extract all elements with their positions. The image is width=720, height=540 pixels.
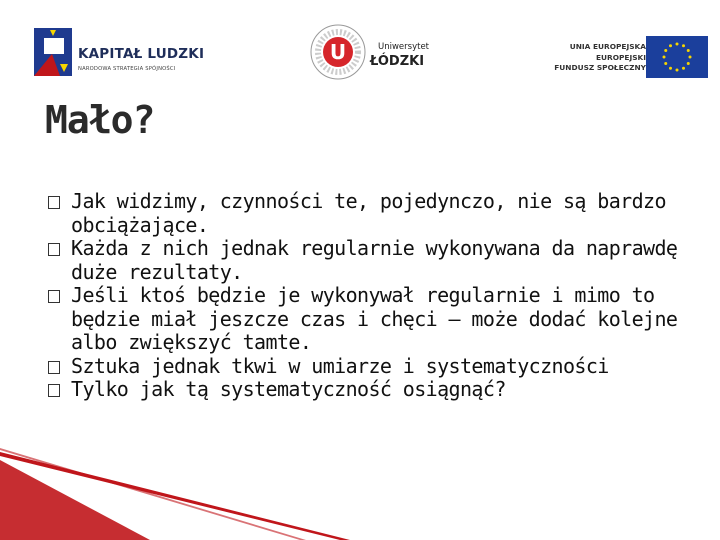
university-seal-icon	[308, 22, 368, 82]
eu-star-icon	[676, 69, 679, 72]
checkbox-bullet-icon	[48, 196, 60, 209]
checkbox-bullet-icon	[48, 290, 60, 303]
unia-europejska-logo	[550, 34, 710, 78]
checkbox-bullet-icon	[48, 243, 60, 256]
eu-star-icon	[664, 49, 667, 52]
kapital-ludzki-emblem-icon	[30, 24, 76, 80]
kapital-ludzki-title: KAPITAŁ LUDZKI	[78, 46, 205, 62]
eu-line-2: EUROPEJSKI	[595, 53, 646, 62]
bullet-text: Każda z nich jednak regularnie wykonywana da naprawdę duże rezultaty.	[71, 236, 678, 284]
university-name: ŁÓDZKI	[370, 54, 425, 69]
bullet-item	[48, 237, 708, 284]
checkbox-bullet-icon	[48, 384, 60, 397]
bullet-item	[48, 190, 708, 237]
bullet-text: Tylko jak tą systematyczność osiągnąć?	[71, 377, 506, 401]
eu-star-icon	[682, 44, 685, 47]
checkbox-bullet-icon	[48, 361, 60, 374]
bullet-item	[48, 355, 708, 379]
bullet-text: Jeśli ktoś będzie je wykonywał regularnie i mimo to będzie miał jeszcze czas i chęci – może dodać kolejne albo zwiększyć tamte.	[71, 283, 678, 354]
eu-star-icon	[687, 49, 690, 52]
eu-line-3: FUNDUSZ SPOŁECZNY	[554, 63, 646, 72]
eu-star-icon	[676, 43, 679, 46]
eu-line-1: UNIA EUROPEJSKA	[569, 42, 646, 51]
uniwersytet-lodzki-logo	[306, 24, 436, 80]
kapital-ludzki-logo	[30, 24, 210, 80]
bullet-item	[48, 284, 708, 355]
university-label: Uniwersytet	[378, 42, 429, 52]
eu-star-icon	[669, 67, 672, 70]
eu-star-icon	[663, 56, 666, 59]
eu-star-icon	[682, 67, 685, 70]
decorative-red-streaks	[0, 440, 360, 540]
eu-star-icon	[689, 56, 692, 59]
eu-star-icon	[664, 62, 667, 65]
eu-star-icon	[669, 44, 672, 47]
eu-star-icon	[687, 62, 690, 65]
bullet-text: Sztuka jednak tkwi w umiarze i systematyczności	[71, 353, 609, 378]
slide-title: Mało?	[45, 98, 155, 142]
seal-letter: U	[329, 40, 347, 64]
bullet-item	[48, 378, 708, 402]
eu-flag-icon	[646, 36, 708, 78]
bullet-list	[48, 190, 708, 402]
kapital-ludzki-subtitle: NARODOWA STRATEGIA SPÓJNOŚCI	[78, 66, 176, 72]
bullet-text: Jak widzimy, czynności te, pojedynczo, nie są bardzo obciążające.	[71, 189, 666, 237]
